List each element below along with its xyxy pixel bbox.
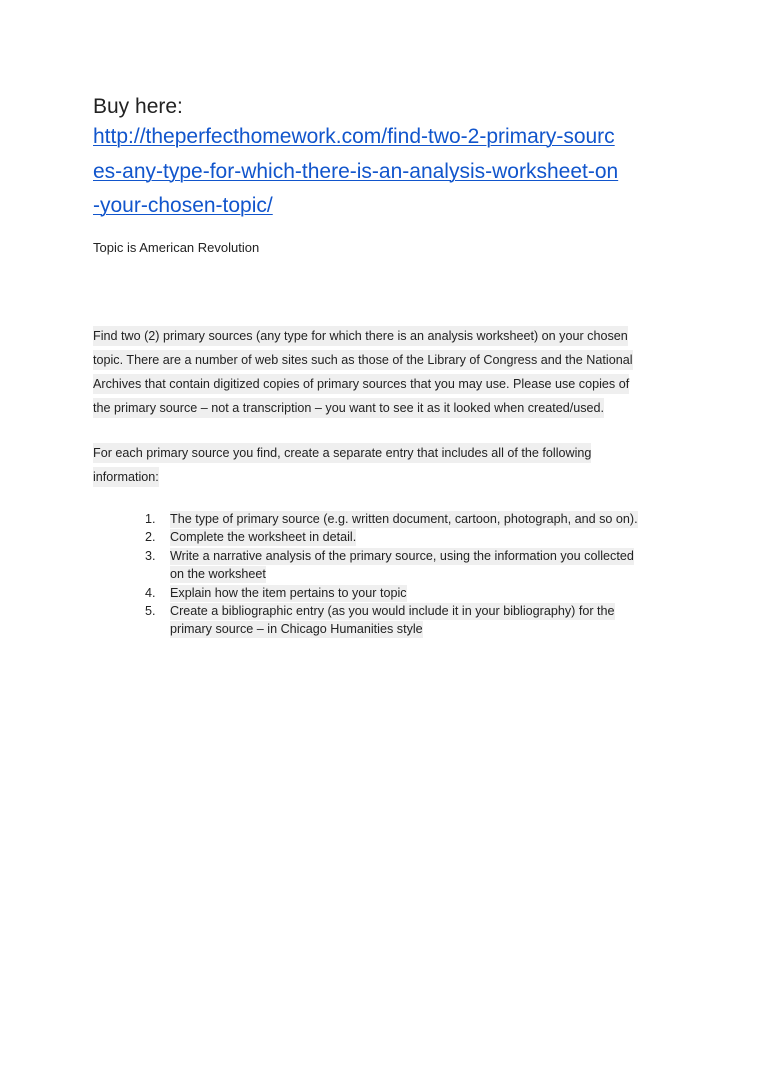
product-link-line-2[interactable]: es-any-type-for-which-there-is-an-analysis-worksheet-on: [93, 160, 619, 183]
list-number: 2.: [145, 530, 156, 544]
paragraph-line: For each primary source you find, create a separate entry that includes all of the following: [93, 443, 591, 463]
buy-here-heading: Buy here:: [93, 95, 183, 118]
list-text: primary source – in Chicago Humanities style: [170, 622, 423, 636]
list-text: Create a bibliographic entry (as you would include it in your bibliography) for the: [170, 604, 615, 618]
list-number: 1.: [145, 512, 156, 526]
product-link-line-3[interactable]: -your-chosen-topic/: [93, 194, 273, 217]
list-text: Write a narrative analysis of the primary source, using the information you collected: [170, 549, 634, 563]
paragraph-line: the primary source – not a transcription – you want to see it as it looked when created/used.: [93, 398, 604, 418]
topic-line: Topic is American Revolution: [93, 240, 260, 255]
paragraph-line: information:: [93, 467, 159, 487]
list-number: 5.: [145, 604, 156, 618]
list-text: Complete the worksheet in detail.: [170, 530, 357, 544]
paragraph-line: Find two (2) primary sources (any type for which there is an analysis worksheet) on your chosen: [93, 326, 628, 346]
list-number: 4.: [145, 586, 156, 600]
list-text: The type of primary source (e.g. written document, cartoon, photograph, and so on).: [170, 512, 638, 526]
paragraph-line: topic. There are a number of web sites such as those of the Library of Congress and the National: [93, 350, 633, 370]
paragraph-line: Archives that contain digitized copies of primary sources that you may use. Please use copies of: [93, 374, 629, 394]
product-link-line-1[interactable]: http://theperfecthomework.com/find-two-2-primary-sourc: [93, 125, 615, 148]
list-text: on the worksheet: [170, 567, 266, 581]
list-text: Explain how the item pertains to your topic: [170, 586, 407, 600]
list-number: 3.: [145, 549, 156, 563]
